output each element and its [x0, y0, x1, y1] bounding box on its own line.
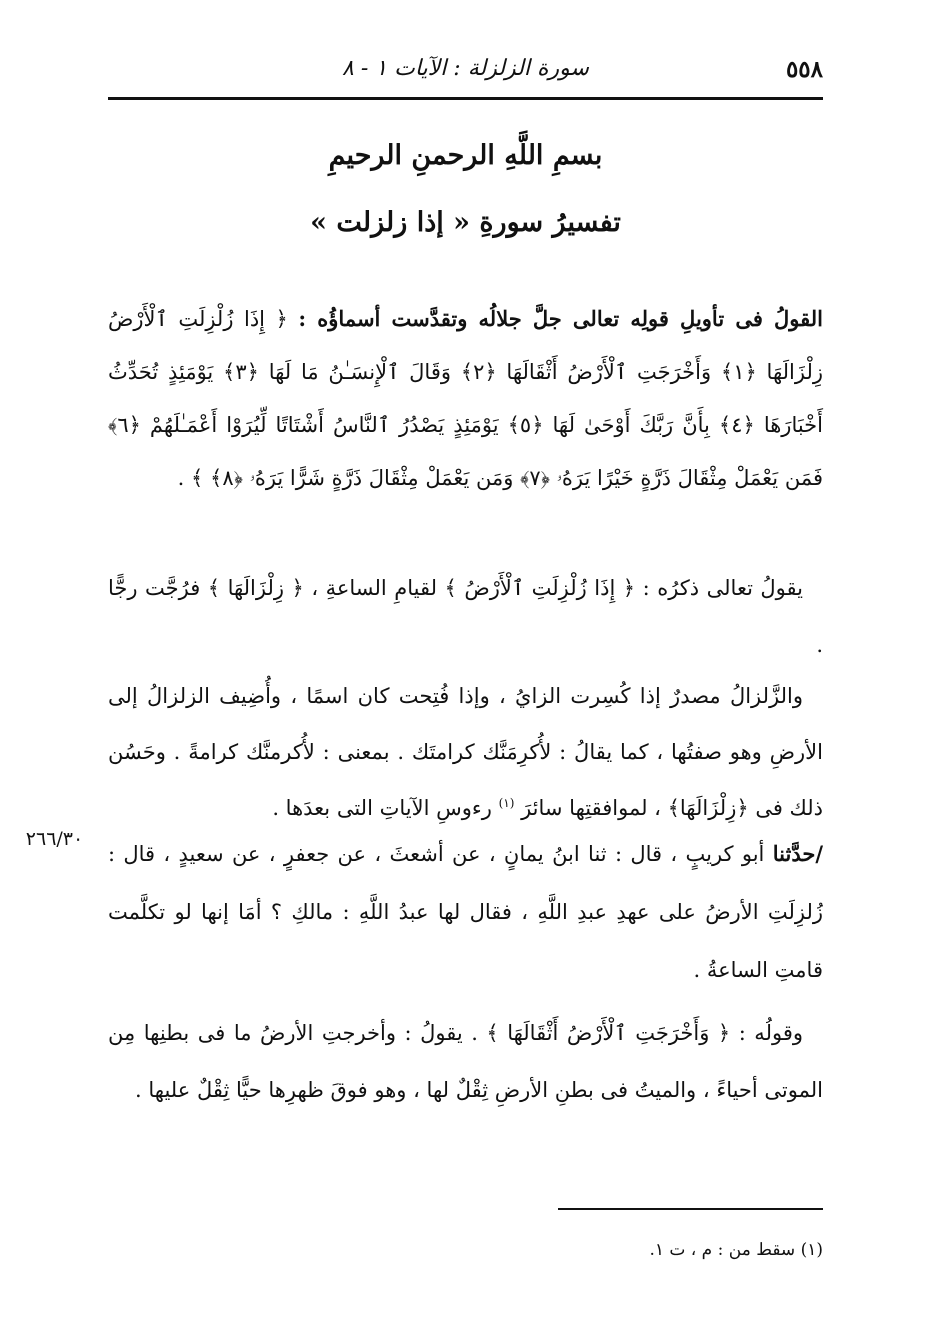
page-header — [108, 52, 823, 92]
paragraph-4 — [108, 1005, 823, 1119]
paragraph-2-text-a: والزَّلزالُ مصدرٌ إذا كُسِرت الزايُ ، وإذا فُتِحت كان اسمًا ، وأُضِيف الزلزالُ إلى الأرضِ وهو صفتُها ، كما يقالُ : لأُكرِمَنَّك كرامتَك . بمعنى : لأُكرمنَّك كرامةً . وحَسُن ذلك فى ﴿زِلْزَالَهَا﴾ ، لموافقتِها سائرَ — [108, 684, 823, 820]
header-divider — [108, 97, 823, 100]
footnote: (١) سقط من : م ، ت ١. — [649, 1240, 823, 1260]
surah-title: تفسيرُ سورةِ « إذا زلزلت » — [310, 207, 621, 238]
quran-verses: ﴿ إِذَا زُلْزِلَتِ ٱلْأَرْضُ زِلْزَالَهَا ﴿١﴾ وَأَخْرَجَتِ ٱلْأَرْضُ أَثْقَالَهَا ﴿٢﴾ وَقَالَ ٱلْإِنسَـٰنُ مَا لَهَا ﴿٣﴾ يَوْمَئِذٍ تُحَدِّثُ أَخْبَارَهَا ﴿٤﴾ بِأَنَّ رَبَّكَ أَوْحَىٰ لَهَا ﴿٥﴾ يَوْمَئِذٍ يَصْدُرُ ٱلنَّاسُ أَشْتَاتًا لِّيُرَوْا أَعْمَـٰلَهُمْ ﴿٦﴾ فَمَن يَعْمَلْ مِثْقَالَ ذَرَّةٍ خَيْرًا يَرَهُۥ ﴿٧﴾ وَمَن يَعْمَلْ مِثْقَالَ ذَرَّةٍ شَرًّا يَرَهُۥ ﴿٨﴾ ﴾ . — [108, 307, 823, 490]
margin-reference: ٢٦٦/٣٠ — [25, 828, 84, 850]
intro-lead: القولُ فى تأويلِ قولِه تعالى جلَّ جلالُه وتقدَّست أسماؤُه : — [298, 306, 823, 331]
isnad-lead: /حدَّثنا — [772, 841, 823, 866]
intro-paragraph — [108, 292, 823, 505]
paragraph-2-text-b: رءوسِ الآياتِ التى بعدَها . — [272, 796, 492, 820]
paragraph-3-text: أبو كريبٍ ، قال : ثنا ابنُ يمانٍ ، عن أشعثَ ، عن جعفرٍ ، عن سعيدٍ ، قال : زُلزِلَتِ الأرضُ على عهدِ عبدِ اللَّهِ ، فقال لها عبدُ اللَّهِ : مالكِ ؟ أمَا إنها لو تكلَّمت قامتِ الساعةُ . — [108, 842, 823, 982]
basmala-heading: بسمِ اللَّهِ الرحمنِ الرحيمِ — [328, 140, 603, 171]
paragraph-1-text: يقولُ تعالى ذكرُه : ﴿ إِذَا زُلْزِلَتِ ٱلْأَرْضُ ﴾ لقيامِ الساعةِ ، ﴿ زِلْزَالَهَا ﴾ فرُجَّت رجًّا . — [108, 576, 823, 657]
paragraph-4-text: وقولُه : ﴿ وَأَخْرَجَتِ ٱلْأَرْضُ أَثْقَالَهَا ﴾ . يقولُ : وأخرجتِ الأرضُ ما فى بطنِها مِن الموتى أحياءً ، والميتُ فى بطنِ الأرضِ ثِقْلٌ لها ، وهو فوقَ ظهرِها حيًّا ثِقْلٌ عليها . — [108, 1021, 823, 1102]
page-number: ٥٥٨ — [785, 56, 823, 83]
paragraph-3 — [108, 825, 823, 999]
running-title: سورة الزلزلة : الآيات ١ - ٨ — [342, 56, 589, 81]
paragraph-2 — [108, 668, 823, 836]
footnote-marker: (١) — [498, 796, 515, 810]
footnote-divider — [558, 1208, 823, 1210]
paragraph-1 — [108, 560, 823, 674]
